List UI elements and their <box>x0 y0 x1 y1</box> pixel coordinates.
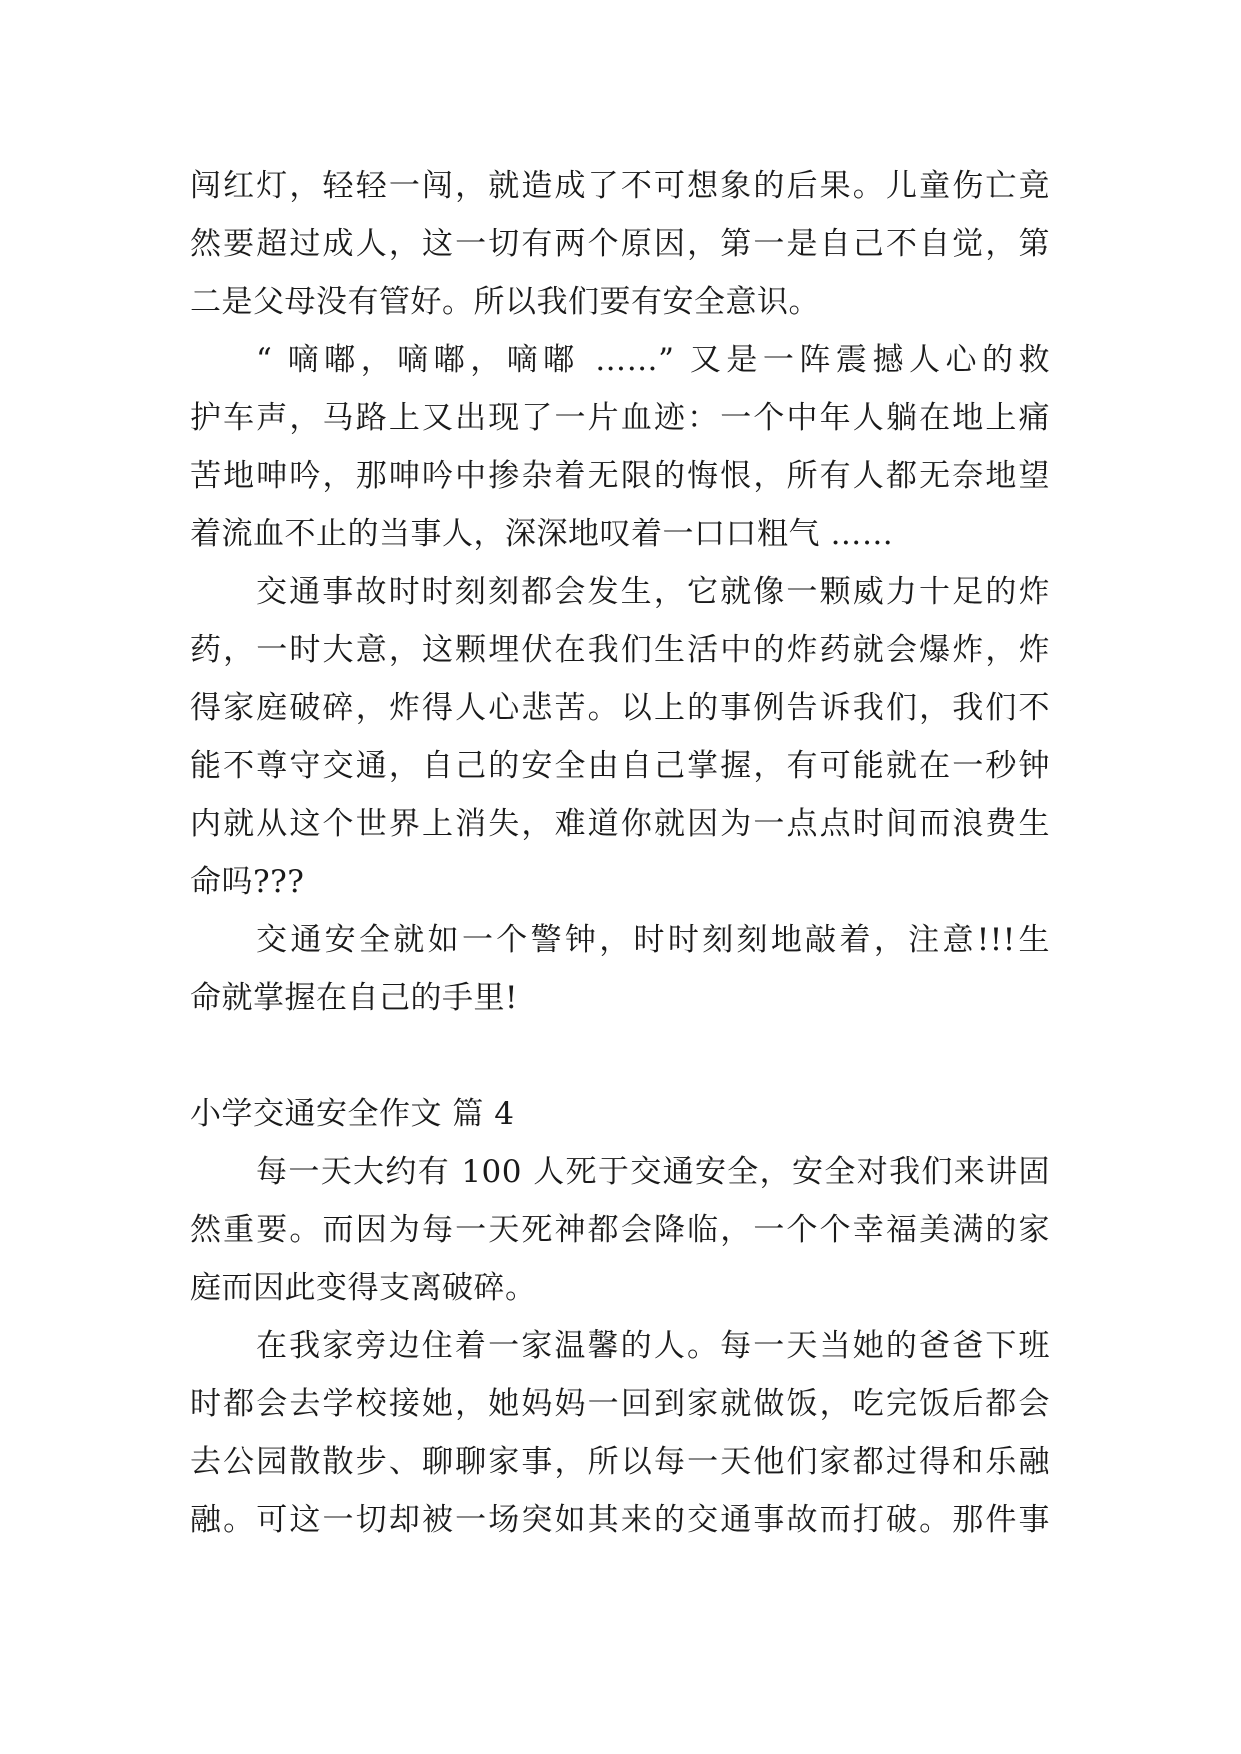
paragraph-2-line-3: 苦地呻吟，那呻吟中掺杂着无限的悔恨，所有人都无奈地望 <box>190 458 1050 494</box>
paragraph-6-line-1: 在我家旁边住着一家温馨的人。每一天当她的爸爸下班 <box>256 1328 1050 1364</box>
paragraph-5-line-1: 每一天大约有 100 人死于交通安全，安全对我们来讲固 <box>256 1154 1050 1190</box>
section-heading: 小学交通安全作文 篇 4 <box>190 1096 515 1132</box>
paragraph-1-line-3: 二是父母没有管好。所以我们要有安全意识。 <box>190 284 820 320</box>
paragraph-3-line-3: 得家庭破碎，炸得人心悲苦。以上的事例告诉我们，我们不 <box>190 690 1050 726</box>
paragraph-2-line-2: 护车声，马路上又出现了一片血迹：一个中年人躺在地上痛 <box>190 400 1050 436</box>
paragraph-4-line-1: 交通安全就如一个警钟，时时刻刻地敲着，注意!!!生 <box>256 922 1050 958</box>
paragraph-3-line-6: 命吗??? <box>190 864 305 900</box>
paragraph-3-line-2: 药，一时大意，这颗埋伏在我们生活中的炸药就会爆炸，炸 <box>190 632 1050 668</box>
paragraph-4-line-2: 命就掌握在自己的手里! <box>190 980 518 1016</box>
paragraph-3-line-4: 能不尊守交通，自己的安全由自己掌握，有可能就在一秒钟 <box>190 748 1050 784</box>
paragraph-1-line-2: 然要超过成人，这一切有两个原因，第一是自己不自觉，第 <box>190 226 1050 262</box>
paragraph-6-line-3: 去公园散散步、聊聊家事，所以每一天他们家都过得和乐融 <box>190 1444 1050 1480</box>
paragraph-6-line-2: 时都会去学校接她，她妈妈一回到家就做饭，吃完饭后都会 <box>190 1386 1050 1422</box>
paragraph-5-line-2: 然重要。而因为每一天死神都会降临，一个个幸福美满的家 <box>190 1212 1050 1248</box>
paragraph-2-line-4: 着流血不止的当事人，深深地叹着一口口粗气 …… <box>190 516 894 552</box>
paragraph-3-line-1: 交通事故时时刻刻都会发生，它就像一颗威力十足的炸 <box>256 574 1050 610</box>
paragraph-6-line-4: 融。可这一切却被一场突如其来的交通事故而打破。那件事 <box>190 1502 1050 1538</box>
paragraph-3-line-5: 内就从这个世界上消失，难道你就因为一点点时间而浪费生 <box>190 806 1050 842</box>
paragraph-1-line-1: 闯红灯，轻轻一闯，就造成了不可想象的后果。儿童伤亡竟 <box>190 168 1050 204</box>
paragraph-2-line-1: “ 嘀嘟，嘀嘟，嘀嘟 ……” 又是一阵震撼人心的救 <box>256 342 1050 378</box>
paragraph-5-line-3: 庭而因此变得支离破碎。 <box>190 1270 537 1306</box>
